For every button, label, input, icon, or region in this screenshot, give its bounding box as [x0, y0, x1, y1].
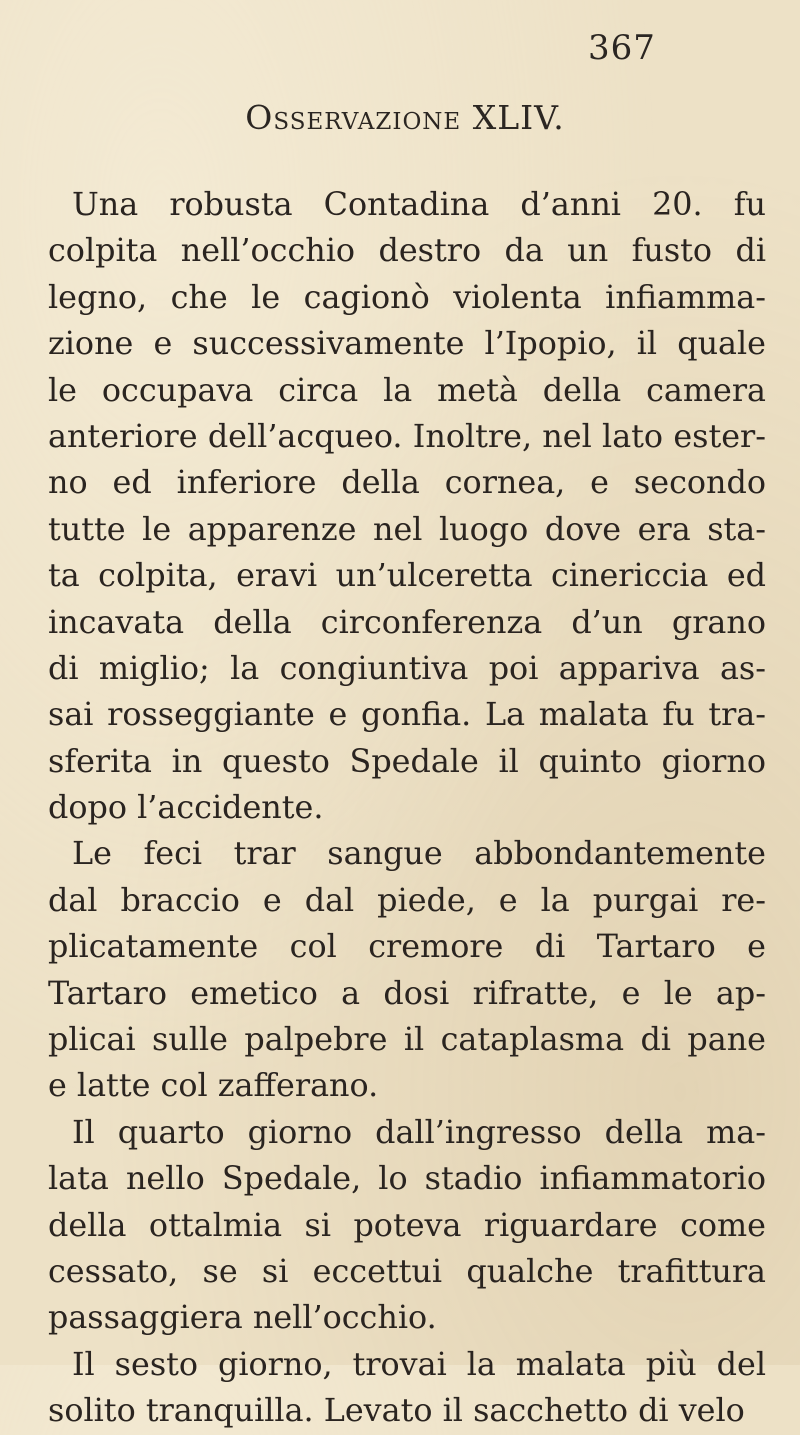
text-line: Tartaro emetico a dosi rifratte, e le ap- [48, 974, 766, 1012]
text-line: sai rosseggiante e gonfia. La malata fu tra- [48, 696, 766, 734]
text-line: le occupava circa la metà della camera [48, 371, 766, 409]
text-line: Il sesto giorno, trovai la malata più del [72, 1345, 766, 1383]
text-line: e latte col zafferano. [48, 1067, 379, 1105]
text-line: dopo l’accidente. [48, 789, 324, 827]
text-line: Una robusta Contadina d’anni 20. fu [72, 186, 766, 223]
text-line: anteriore dell’acqueo. Inoltre, nel lato ester- [48, 417, 766, 455]
observation-heading: Osservazione XLIV. [245, 98, 565, 137]
text-line: di miglio; la congiuntiva poi appariva as- [48, 649, 766, 687]
text-line: plicai sulle palpebre il cataplasma di pane [48, 1021, 766, 1059]
text-line: Le feci trar sangue abbondantemente [72, 835, 766, 873]
page-number: 367 [588, 28, 656, 68]
text-line: Il quarto giorno dall’ingresso della ma- [72, 1113, 766, 1151]
text-line: della ottalmia si poteva riguardare come [48, 1206, 766, 1244]
text-line: plicatamente col cremore di Tartaro e [48, 928, 766, 966]
text-line: passaggiera nell’occhio. [48, 1299, 437, 1337]
text-line: legno, che le cagionò violenta infiamma- [48, 278, 766, 316]
text-line: lata nello Spedale, lo stadio infiammatorio [48, 1160, 766, 1198]
text-line: colpita nell’occhio destro da un fusto di [48, 232, 766, 270]
text-line: zione e successivamente l’Ipopio, il quale [48, 325, 766, 363]
body-text [48, 182, 766, 1435]
text-line: dal braccio e dal piede, e la purgai re- [48, 881, 766, 919]
text-line: solito tranquilla. Levato il sacchetto di velo [48, 1392, 745, 1430]
text-line: tutte le apparenze nel luogo dove era sta- [48, 510, 766, 548]
text-line: sferita in questo Spedale il quinto giorno [48, 742, 766, 780]
text-line: incavata della circonferenza d’un grano [48, 603, 766, 641]
text-line: ta colpita, eravi un’ulceretta cinericcia ed [48, 557, 766, 595]
text-line: no ed inferiore della cornea, e secondo [48, 464, 766, 502]
text-line: cessato, se si eccettui qualche trafittura [48, 1252, 766, 1290]
